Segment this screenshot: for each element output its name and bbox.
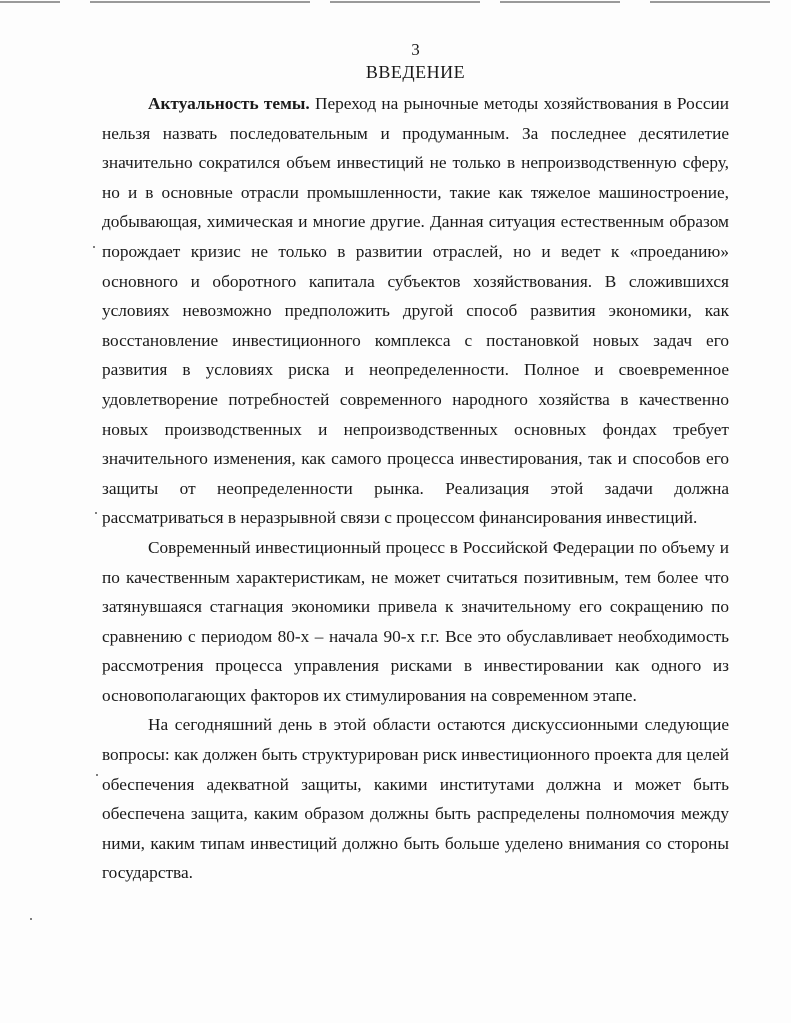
section-heading: ВВЕДЕНИЕ <box>365 62 466 82</box>
scan-edge-artifact <box>0 0 791 8</box>
paragraph-investment-process: Современный инвестиционный процесс в Российской Федерации по объему и по качественным характеристикам, не может считаться позитивным, тем более что затянувшаяся стагнация экономики привела к значительному его сокращению по сравнению с периодом 80-х – начала 90-х г.г. Все это обуславливает необходимость рассмотрения процесса управления рисками в инвестировании как одного из основополагающих факторов их стимулирования на современном этапе. <box>102 537 729 705</box>
paragraph-lead: Актуальность темы. <box>148 94 310 113</box>
page-number: 3 <box>411 40 420 59</box>
scan-speck <box>95 512 97 514</box>
scan-speck <box>30 918 32 920</box>
paragraph-text: Переход на рыночные методы хозяйствования в России нельзя назвать последовательным и продуманным. За последнее десятилетие значительно сократился объем инвестиций не только в непроизводственную сферу, но и в основные отрасли промышленности, такие как тяжелое машиностроение, добывающая, химическая и многие другие. Данная ситуация естественным образом порождает кризис не только в развитии отраслей, но и ведет к «проеданию» основного и оборотного капитала субъектов хозяйствования. В сложившихся условиях невозможно предположить другой способ развития экономики, как восстановление инвестиционного комплекса с постановкой новых задач его развития в условиях риска и неопределенности. Полное и своевременное удовлетворение потребностей современного народного хозяйства в качественно новых производственных и непроизводственных основных фондах требует значительного изменения, как самого процесса инвестирования, так и способов его защиты от неопределенности рынка. Реализация этой задачи должна рассматриваться в неразрывной связи с процессом финансирования инвестиций. <box>102 94 729 528</box>
body-text <box>102 89 729 888</box>
paragraph-open-questions: На сегодняшний день в этой области остаются дискуссионными следующие вопросы: как должен быть структурирован риск инвестиционного проекта для целей обеспечения адекватной защиты, какими институтами должна и может быть обеспечена защита, каким образом должны быть распределены полномочия между ними, каким типам инвестиций должно быть больше уделено внимания со стороны государства. <box>102 715 729 883</box>
paragraph-relevance <box>102 89 729 533</box>
scan-speck <box>96 774 98 776</box>
scan-speck <box>93 246 95 248</box>
